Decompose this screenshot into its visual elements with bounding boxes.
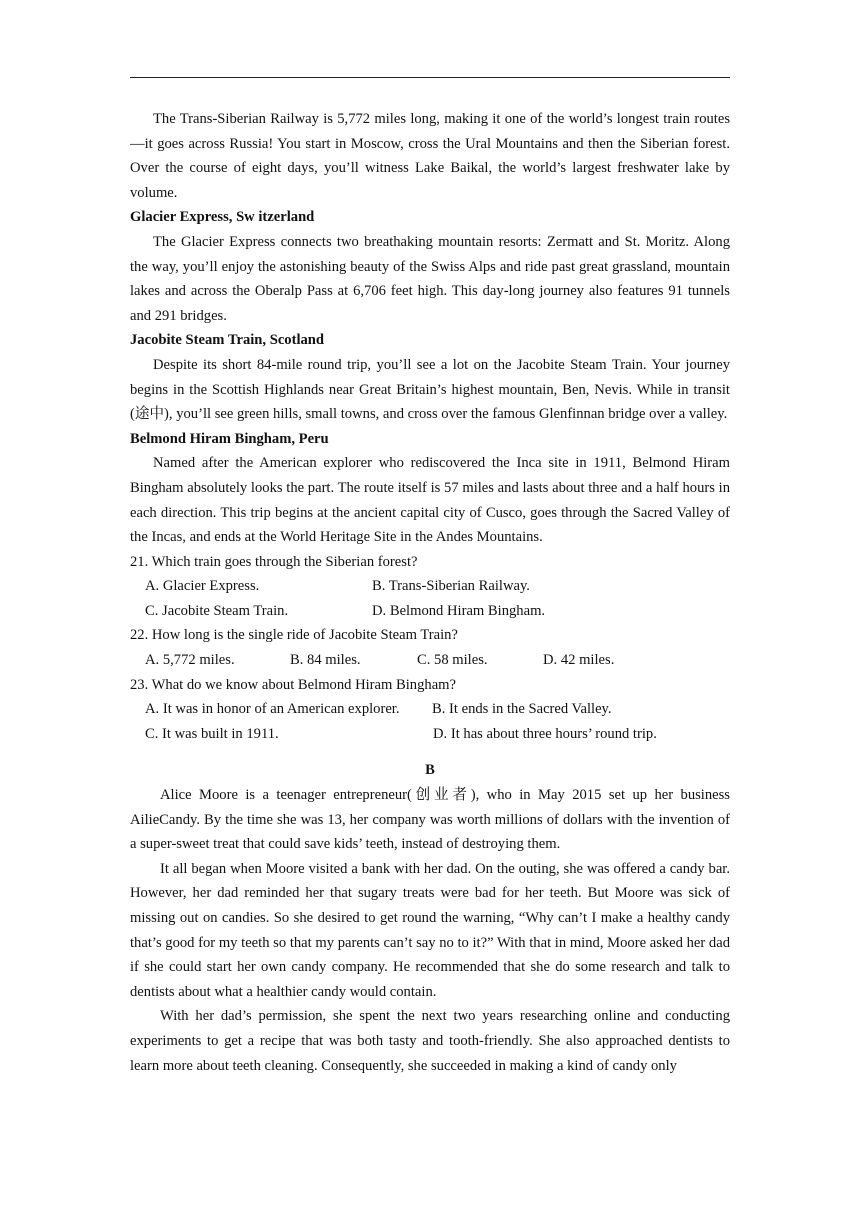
section-b-paragraph-2: It all began when Moore visited a bank with her dad. On the outing, she was offered a candy bar. However, her dad reminded her that sugary treats were bad for her teeth. But Moore was sick of missing out on candies. So she desired to get round the warning, “Why can’t I make a healthy candy that’s good for my teeth so that my parents can’t say no to it?” With that in mind, Moore asked her dad if she could start her own candy company. He recommended that she do some research and talk to dentists about what a healthier candy would contain. [130,860,730,1000]
section-b-label: B [425,762,435,779]
question-23-option-c: C. It was built in 1911. [145,725,279,742]
question-22-options-row [130,648,730,673]
question-22-stem: 22. How long is the single ride of Jacobite Steam Train? [130,627,458,644]
document-body [130,107,730,1078]
header-rule [130,77,730,78]
glacier-heading: Glacier Express, Sw itzerland [130,209,315,226]
section-b-paragraph-1: Alice Moore is a teenager entrepreneur(创业者), who in May 2015 set up her business AilieCandy. By the time she was 13, her company was worth millions of dollars with the invention of a super-sweet treat that could save kids’ teeth, instead of destroying them. [130,787,730,853]
question-21-option-b: B. Trans-Siberian Railway. [372,578,530,595]
section-b-paragraph-3: With her dad’s permission, she spent the next two years researching online and conducting experiments to get a recipe that was both tasty and tooth-friendly. She also approached dentists to learn more about teeth cleaning. Consequently, she succeeded in making a kind of candy only [130,1008,730,1074]
question-21-option-c: C. Jacobite Steam Train. [145,602,289,619]
question-23-option-d: D. It has about three hours’ round trip. [433,725,657,742]
question-23-options-row-2 [130,722,730,747]
question-21-options-row-1 [130,574,730,599]
question-21-option-d: D. Belmond Hiram Bingham. [372,602,546,619]
question-21-stem: 21. Which train goes through the Siberian forest? [130,553,418,570]
glacier-text: The Glacier Express connects two breathaking mountain resorts: Zermatt and St. Moritz. Along the way, you’ll enjoy the astonishing beauty of the Swiss Alps and ride past great grassland, mountain lakes and across the Oberalp Pass at 6,706 feet high. This day-long journey also features 91 tunnels and 291 bridges. [130,233,730,324]
question-23-stem: 23. What do we know about Belmond Hiram Bingham? [130,676,457,693]
question-23-option-a: A. It was in honor of an American explorer. [145,701,400,718]
passage-intro: The Trans-Siberian Railway is 5,772 miles long, making it one of the world’s longest train routes—it goes across Russia! You start in Moscow, cross the Ural Mountains and then the Siberian forest. Over the course of eight days, you’ll witness Lake Baikal, the world’s largest freshwater lake by volume. [130,111,730,201]
question-21-option-a: A. Glacier Express. [145,578,260,595]
belmond-heading: Belmond Hiram Bingham, Peru [130,430,329,447]
question-22-option-c: C. 58 miles. [417,652,488,669]
question-23-option-b: B. It ends in the Sacred Valley. [432,701,612,718]
question-22-option-b: B. 84 miles. [290,652,361,669]
question-21-options-row-2 [130,599,730,624]
question-22-option-d: D. 42 miles. [543,652,615,669]
belmond-text: Named after the American explorer who rediscovered the Inca site in 1911, Belmond Hiram Bingham absolutely looks the part. The route itself is 57 miles and lasts about three and a half hours in each direction. This trip begins at the ancient capital city of Cusco, goes through the Sacred Valley of the Incas, and ends at the World Heritage Site in the Andes Mountains. [130,455,730,546]
jacobite-text: Despite its short 84-mile round trip, you’ll see a lot on the Jacobite Steam Train. Your journey begins in the Scottish Highlands near Great Britain’s highest mountain, Ben, Nevis. While in transit (途中), you’ll see green hills, small towns, and cross over the famous Glenfinnan bridge over a valley. [130,356,730,423]
question-23-options-row-1 [130,697,730,722]
question-22-option-a: A. 5,772 miles. [145,652,235,669]
jacobite-heading: Jacobite Steam Train, Scotland [130,332,325,349]
